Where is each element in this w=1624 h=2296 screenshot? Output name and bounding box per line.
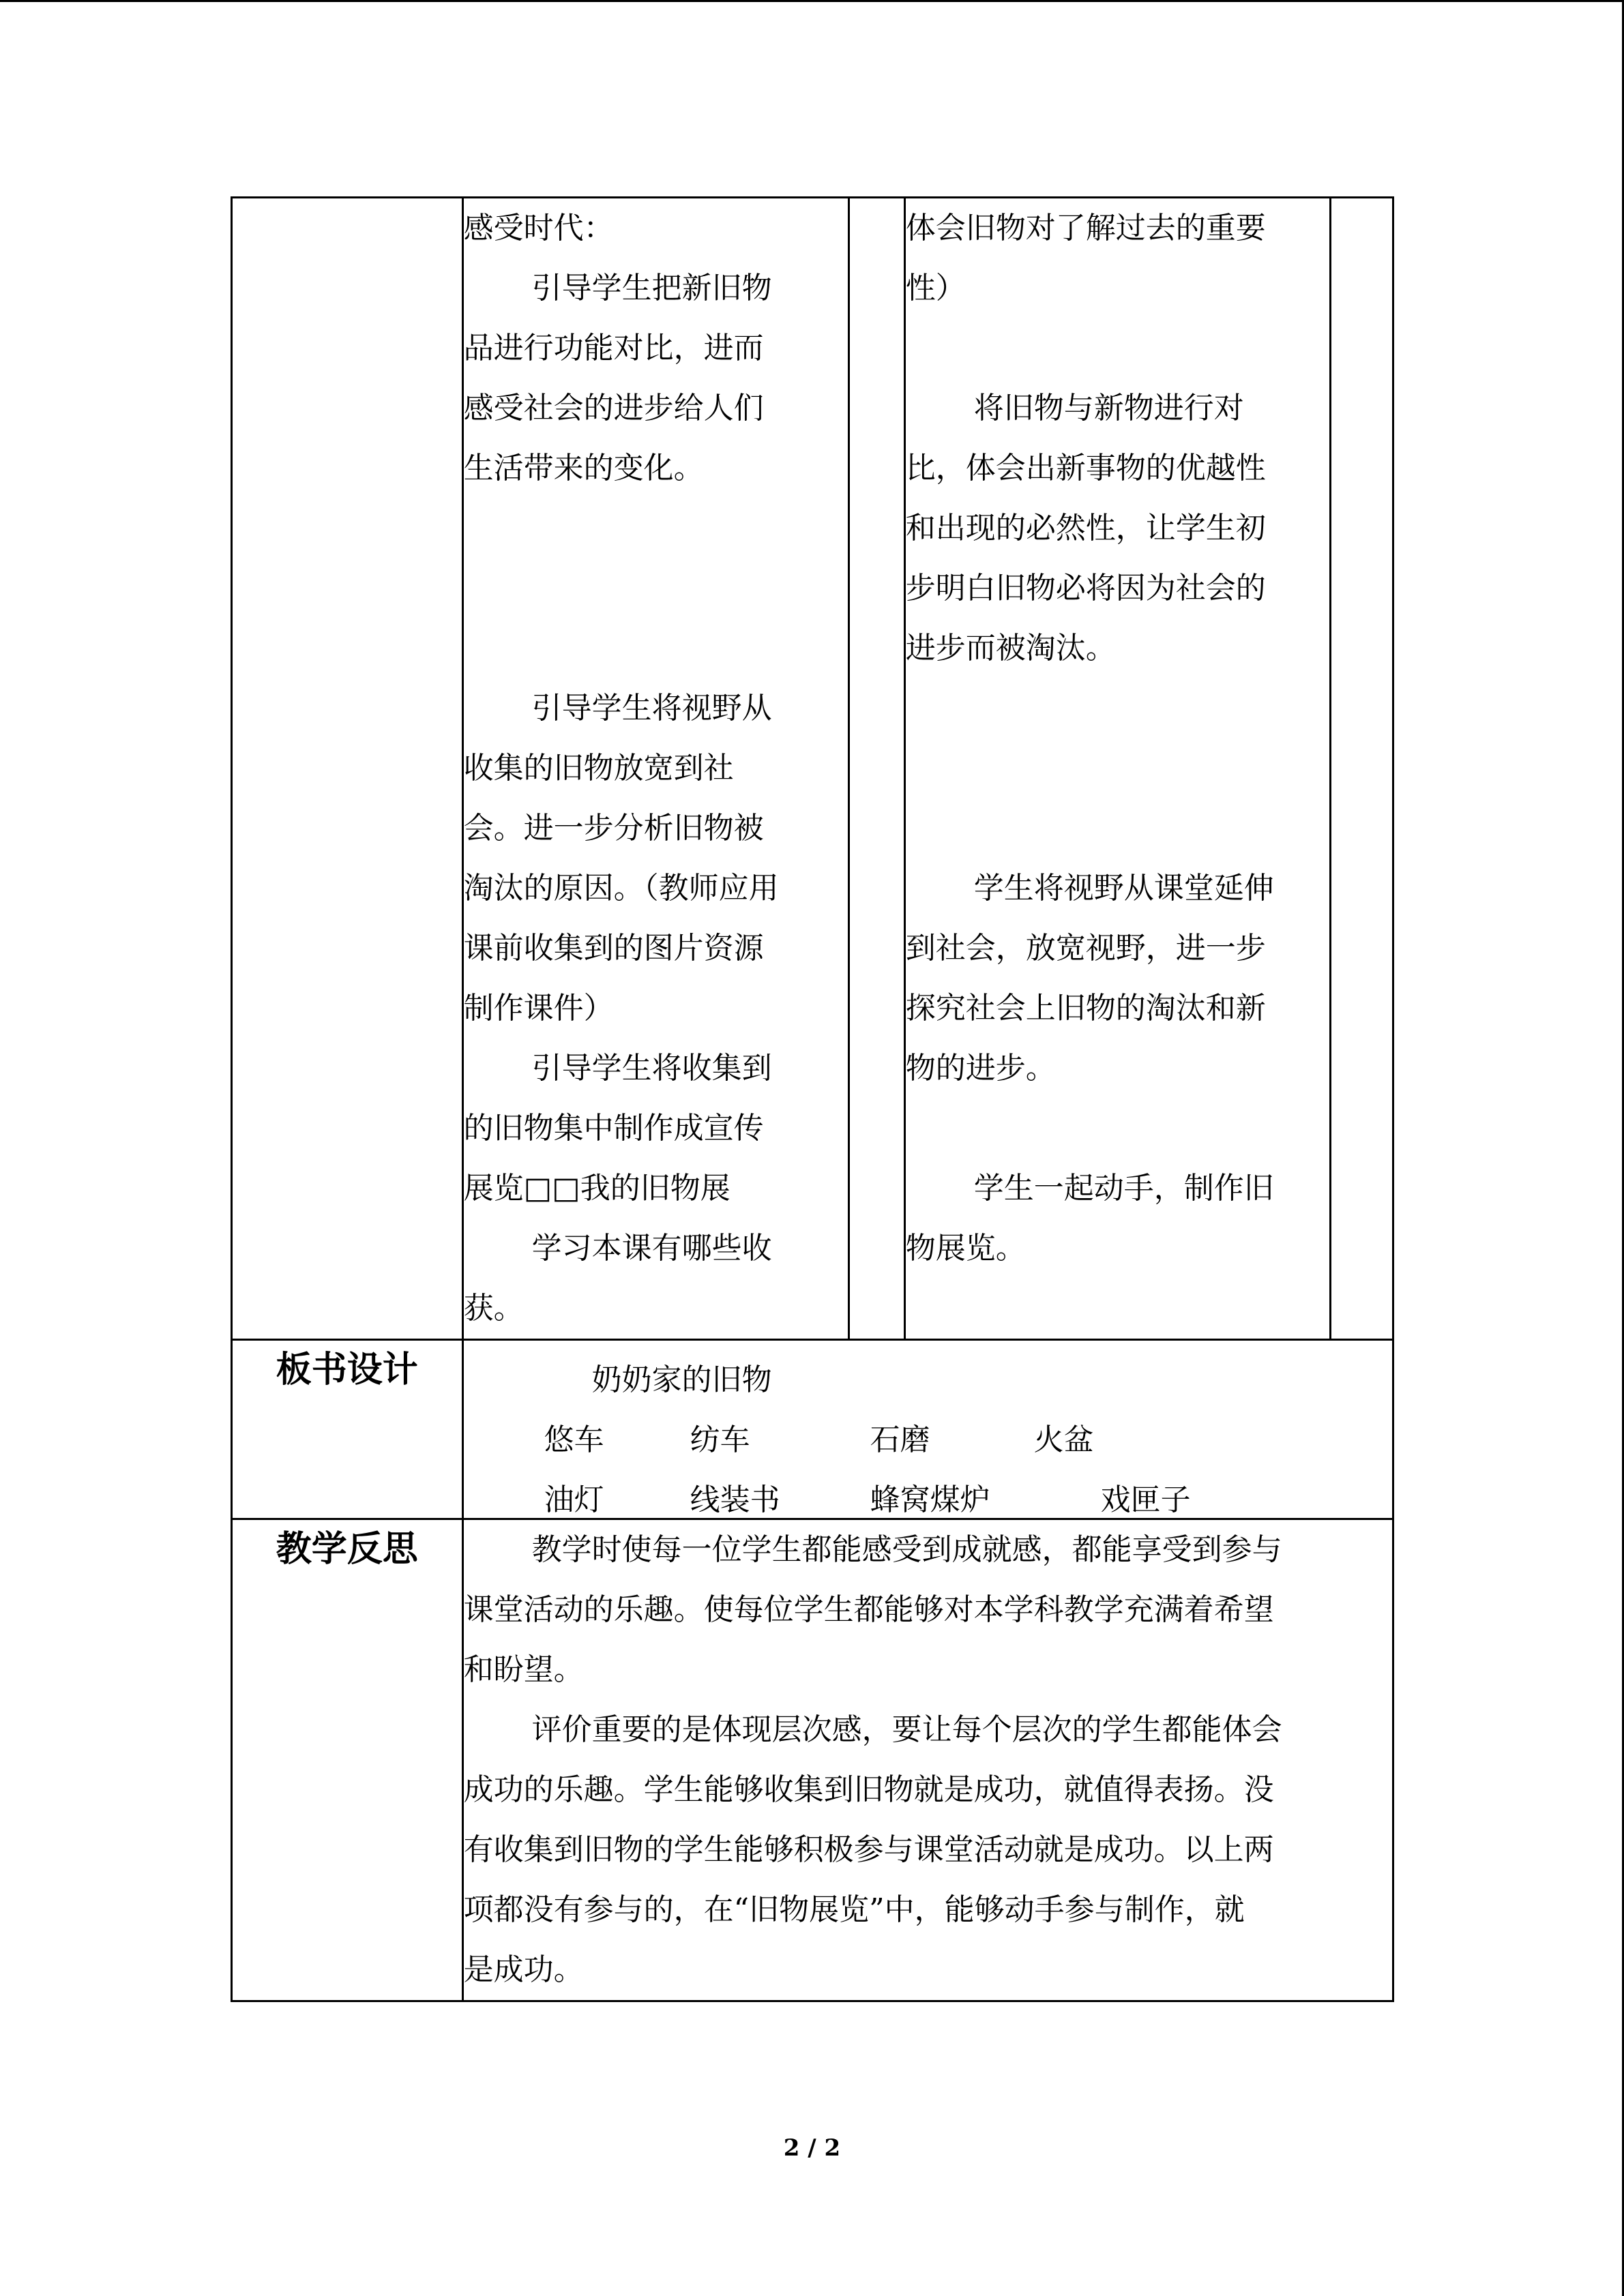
board-item: 火盆 <box>1033 1422 1094 1457</box>
activity-line: 引导学生将收集到 <box>531 1051 772 1086</box>
board-item: 纺车 <box>690 1422 750 1457</box>
activity-line: 生活带来的变化。 <box>463 451 704 486</box>
activity-line: 进步而被淘汰。 <box>905 631 1116 666</box>
board-design-label: 板书设计 <box>232 1340 463 1519</box>
activity-line: 比，体会出新事物的优越性 <box>905 451 1266 486</box>
board-item: 蜂窝煤炉 <box>870 1482 990 1517</box>
reflection-line: 和盼望。 <box>463 1652 584 1687</box>
activity-line: 收集的旧物放宽到社 <box>463 751 734 786</box>
activity-line: 物展览。 <box>905 1231 1026 1266</box>
page-number: 2 / 2 <box>783 2134 841 2162</box>
reflection-cell <box>462 1519 1393 2001</box>
activity-line: 展览□□我的旧物展 <box>463 1171 730 1206</box>
activity-line: 引导学生把新旧物 <box>531 271 772 305</box>
empty-narrow-cell <box>848 198 904 1340</box>
activity-line: 物的进步。 <box>905 1051 1056 1086</box>
activity-line: 性） <box>905 271 966 305</box>
empty-narrow-cell <box>1330 198 1393 1340</box>
reflection-row <box>232 1519 1393 2001</box>
teacher-activity-cell <box>462 198 848 1340</box>
activity-line: 学生一起动手，制作旧 <box>973 1171 1274 1206</box>
reflection-line: 评价重要的是体现层次感，要让每个层次的学生都能体会 <box>531 1712 1282 1747</box>
reflection-label: 教学反思 <box>232 1519 463 2001</box>
board-design-row <box>232 1340 1393 1519</box>
board-item: 悠车 <box>544 1422 604 1457</box>
activity-line: 体会旧物对了解过去的重要 <box>905 211 1266 245</box>
board-item: 油灯 <box>544 1482 604 1517</box>
activity-line: 引导学生将视野从 <box>531 691 772 726</box>
activity-line: 学习本课有哪些收 <box>531 1231 772 1266</box>
board-design-cell <box>462 1340 1393 1519</box>
activity-line: 感受社会的进步给人们 <box>463 391 764 426</box>
reflection-line: 是成功。 <box>463 1952 584 1987</box>
reflection-line: 课堂活动的乐趣。使每位学生都能够对本学科教学充满着希望 <box>463 1592 1274 1627</box>
board-item: 戏匣子 <box>1100 1482 1191 1517</box>
activity-line: 课前收集到的图片资源 <box>463 931 764 966</box>
activity-line: 步明白旧物必将因为社会的 <box>905 571 1266 606</box>
empty-label-cell <box>232 198 463 1340</box>
reflection-line: 教学时使每一位学生都能感受到成就感，都能享受到参与 <box>531 1532 1282 1567</box>
teaching-process-row <box>232 198 1393 1340</box>
heading-text: 感受时代： <box>463 211 614 245</box>
activity-line: 制作课件） <box>463 991 614 1026</box>
activity-line: 淘汰的原因。（教师应用 <box>463 871 779 906</box>
activity-line: 和出现的必然性，让学生初 <box>905 511 1266 546</box>
reflection-line: 项都没有参与的，在“旧物展览”中，能够动手参与制作，就 <box>463 1892 1245 1927</box>
reflection-line: 有收集到旧物的学生能够积极参与课堂活动就是成功。以上两 <box>463 1832 1274 1867</box>
board-item: 线装书 <box>690 1482 780 1517</box>
page-top-rule <box>0 0 1624 2</box>
activity-line: 学生将视野从课堂延伸 <box>973 871 1274 906</box>
board-item: 石磨 <box>870 1422 930 1457</box>
activity-line: 的旧物集中制作成宣传 <box>463 1111 764 1146</box>
activity-line: 探究社会上旧物的淘汰和新 <box>905 991 1266 1026</box>
board-title: 奶奶家的旧物 <box>591 1362 772 1397</box>
activity-line: 获。 <box>463 1291 524 1326</box>
activity-line: 到社会，放宽视野，进一步 <box>905 931 1266 966</box>
lesson-plan-table <box>231 196 1394 2002</box>
activity-line: 将旧物与新物进行对 <box>973 391 1244 426</box>
activity-line: 会。进一步分析旧物被 <box>463 811 764 846</box>
reflection-line: 成功的乐趣。学生能够收集到旧物就是成功，就值得表扬。没 <box>463 1772 1274 1807</box>
activity-line: 品进行功能对比，进而 <box>463 331 764 366</box>
student-activity-cell <box>904 198 1330 1340</box>
